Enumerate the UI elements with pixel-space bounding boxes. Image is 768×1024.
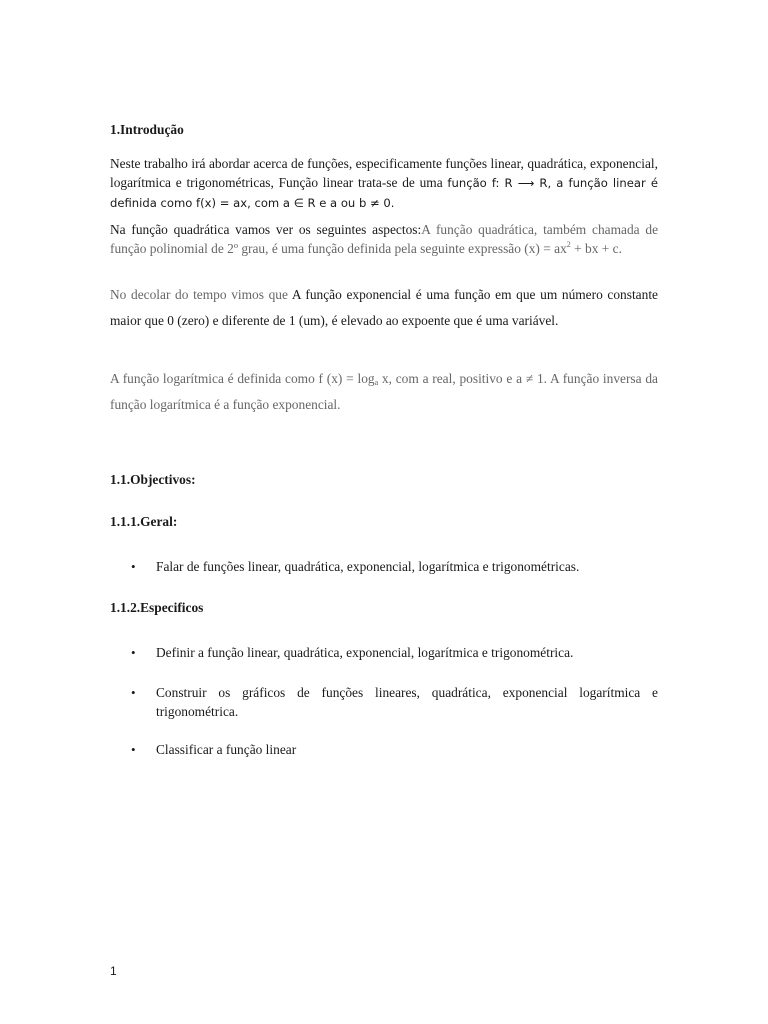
intro-paragraph-1-math: função f: R ⟶ R, a função linear é definida como f(x) = ax, com a ∈ R e a ou b ≠ 0. (110, 176, 658, 210)
intro-paragraph-2-lead: Na função quadrática vamos ver os seguintes aspectos: (110, 222, 422, 237)
intro-paragraph-3-rest: A função exponencial é uma função em que um número constante maior que 0 (zero) e diferente de 1 (um), é elevado ao expoente que é uma variável. (110, 287, 658, 328)
list-item: • Falar de funções linear, quadrática, exponencial, logarítmica e trigonométricas. (110, 557, 658, 576)
intro-paragraph-1-text: Neste trabalho irá abordar acerca de funções, especificamente funções linear, quadrática, exponencial, logarítmica e trigonométricas, Função linear trata-se de uma (110, 156, 658, 190)
intro-paragraph-3 (110, 282, 658, 334)
general-objectives-list (110, 557, 658, 576)
section-heading-geral: 1.1.1.Geral: (110, 514, 178, 529)
intro-paragraph-4 (110, 366, 658, 418)
intro-paragraph-2 (110, 220, 658, 258)
intro-paragraph-4-a: A função logarítmica é definida como f (x) = log (110, 371, 375, 386)
list-item: • Definir a função linear, quadrática, exponencial, logarítmica e trigonométrica. (110, 643, 658, 662)
intro-paragraph-1 (110, 154, 658, 213)
section-heading-introducao: 1.Introdução (110, 122, 184, 137)
list-item: • Classificar a função linear (110, 740, 658, 759)
section-heading-especificos: 1.1.2.Especificos (110, 600, 204, 615)
intro-paragraph-2-rest: A função quadrática, também chamada de função polinomial de 2º grau, é uma função definida pela seguinte expressão (x) = ax (110, 222, 659, 256)
list-item: • Construir os gráficos de funções lineares, quadrática, exponencial logarítmica e trigonométrica. (110, 683, 658, 721)
intro-paragraph-2-superscript: 2 (566, 240, 571, 249)
section-heading-objectivos: 1.1.Objectivos: (110, 472, 196, 487)
intro-paragraph-2-tail: + bx + c. (570, 241, 622, 256)
specific-objectives-list (110, 643, 658, 759)
intro-paragraph-3-lead: No decolar do tempo vimos que (110, 287, 292, 302)
intro-paragraph-4-subscript: a (374, 378, 379, 387)
page-number: 1 (110, 964, 117, 978)
intro-paragraph-4-b: x, com a real, positivo e a ≠ 1. A função inversa da função logarítmica é a função exponencial. (110, 371, 658, 412)
